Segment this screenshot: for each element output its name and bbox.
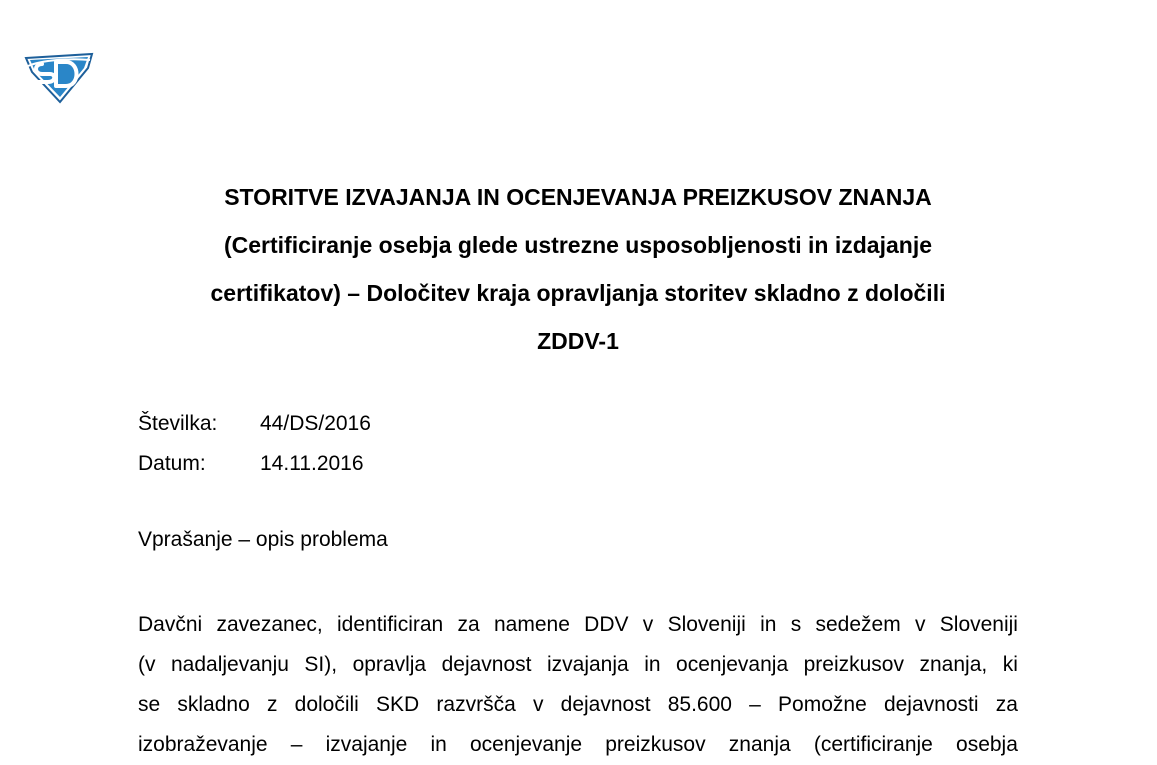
logo-icon — [22, 50, 96, 104]
body-word: določili — [294, 693, 359, 716]
body-word: Pomožne — [778, 693, 867, 716]
body-word: dejavnost — [441, 653, 532, 676]
body-line — [138, 725, 1018, 765]
section-heading: Vprašanje – opis problema — [138, 528, 388, 551]
document-title — [138, 173, 1018, 365]
body-word: z — [266, 693, 278, 716]
body-word: znanja, — [919, 653, 988, 676]
body-word: razvršča — [436, 693, 516, 716]
body-word: preizkusov — [803, 653, 904, 676]
body-word: ocenjevanje — [469, 733, 583, 756]
body-word: dejavnost — [560, 693, 651, 716]
body-line — [138, 645, 1018, 685]
body-word: in — [644, 653, 661, 676]
date-value: 14.11.2016 — [260, 452, 364, 475]
title-line: certifikatov) – Določitev kraja opravljanja storitev skladno z določili — [210, 280, 946, 306]
body-word: identificiran — [337, 613, 444, 636]
body-word: Sloveniji — [667, 613, 746, 636]
body-word: ocenjevanja — [676, 653, 789, 676]
body-word: sedežem — [815, 613, 901, 636]
number-label: Številka: — [138, 412, 218, 435]
document-meta — [138, 404, 371, 484]
body-word: (certificiranje — [813, 733, 933, 756]
body-word: – — [290, 733, 303, 756]
body-word: izvajanja — [546, 653, 629, 676]
meta-date-row — [138, 444, 371, 484]
date-label: Datum: — [138, 452, 206, 475]
body-word: v — [642, 613, 654, 636]
body-word: namene — [493, 613, 570, 636]
body-word: nadaljevanju — [170, 653, 289, 676]
body-word: za — [995, 693, 1018, 716]
body-word: v — [914, 613, 926, 636]
body-word: s — [790, 613, 802, 636]
title-line: (Certificiranje osebja glede ustrezne usposobljenosti in izdajanje — [223, 232, 933, 258]
body-word: izobraževanje — [138, 733, 268, 756]
body-word: (v — [138, 653, 156, 676]
body-paragraph — [138, 605, 1018, 765]
title-line: ZDDV-1 — [537, 328, 619, 354]
body-word: – — [749, 693, 761, 716]
body-word: preizkusov — [605, 733, 706, 756]
number-value: 44/DS/2016 — [260, 412, 371, 435]
title-line: STORITVE IZVAJANJA IN OCENJEVANJA PREIZKUSOV ZNANJA — [224, 184, 932, 210]
body-word: in — [760, 613, 777, 636]
body-word: se — [138, 693, 161, 716]
body-word: znanja — [728, 733, 791, 756]
body-word: DDV — [584, 613, 629, 636]
body-word: v — [532, 693, 544, 716]
body-word: Sloveniji — [939, 613, 1018, 636]
body-word: ki — [1002, 653, 1018, 676]
body-line — [138, 685, 1018, 725]
body-word: dejavnosti — [883, 693, 979, 716]
body-word: in — [430, 733, 447, 756]
body-word: 85.600 — [667, 693, 732, 716]
body-word: skladno — [177, 693, 250, 716]
meta-number-row — [138, 404, 371, 444]
body-word: zavezanec, — [216, 613, 323, 636]
body-word: SKD — [376, 693, 420, 716]
body-word: osebja — [956, 733, 1018, 756]
body-word: opravlja — [352, 653, 427, 676]
body-word: za — [457, 613, 480, 636]
body-word: SI), — [304, 653, 338, 676]
body-line — [138, 605, 1018, 645]
body-word: Davčni — [138, 613, 203, 636]
body-word: izvajanje — [325, 733, 408, 756]
